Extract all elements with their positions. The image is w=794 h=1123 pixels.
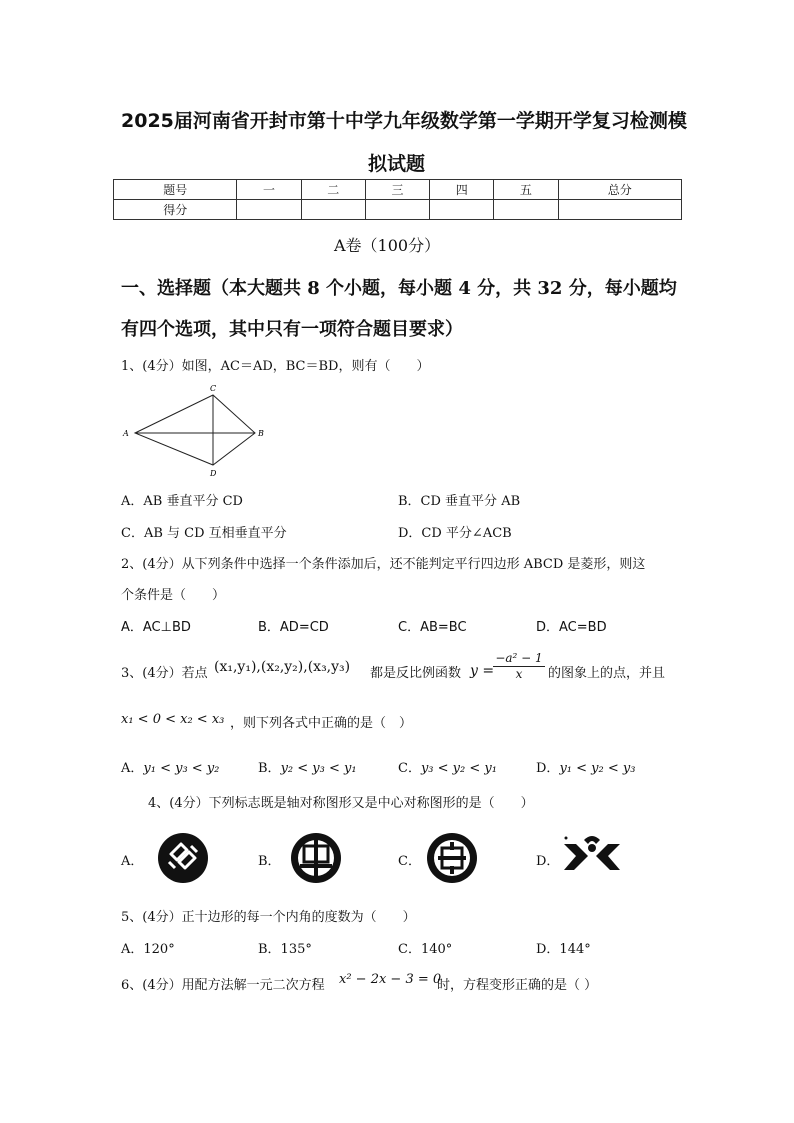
title-line-2: 拟试题 (368, 153, 426, 175)
volume-heading: A卷（100分） (334, 236, 441, 255)
section-1-heading-line-2: 有四个选项，其中只有一项符合题目要求） (121, 319, 463, 340)
score-table-cell: 三 (365, 180, 429, 200)
option-math: y₂ < y₃ < y₁ (280, 761, 357, 776)
question-1-option-c: C．AB 与 CD 互相垂直平分 (121, 526, 287, 541)
score-input-cell[interactable] (365, 200, 429, 220)
option-letter: D． (536, 761, 560, 776)
question-2-stem-line-2: 个条件是（ ） (121, 588, 226, 603)
score-table-cell: 题号 (114, 180, 237, 200)
fraction-numerator: −a² − 1 (495, 651, 543, 665)
question-4-option-b-label: B． (258, 854, 281, 869)
question-1-stem: 1、(4分）如图，AC＝AD，BC＝BD，则有（ ） (121, 359, 430, 374)
question-5-option-a: A．120° (121, 942, 175, 957)
option-math: y₁ < y₂ < y₃ (559, 761, 636, 776)
question-3-option-a (121, 757, 219, 776)
question-2-option-b: B．AD=CD (258, 620, 329, 635)
question-5-option-d: D．144° (536, 942, 591, 957)
question-1-option-d: D．CD 平分∠ACB (398, 526, 512, 541)
question-4-option-d-label: D． (536, 854, 560, 869)
question-5-option-c: C．140° (398, 942, 453, 957)
question-3-option-b (258, 757, 357, 776)
option-letter: C． (398, 761, 421, 776)
label-a: A (123, 429, 129, 438)
question-2-option-d: D．AC=BD (536, 620, 607, 635)
score-table (113, 179, 682, 220)
question-2-option-c: C．AB=BC (398, 620, 467, 635)
question-3-condition-suffix: ，则下列各式中正确的是（ ） (230, 716, 413, 731)
icbc-logo-icon (426, 832, 478, 884)
question-2-option-a: A．AC⊥BD (121, 620, 191, 635)
question-3-mid: 都是反比例函数 (370, 666, 462, 681)
option-math: y₃ < y₂ < y₁ (420, 761, 497, 776)
title-line-1: 2025届河南省开封市第十中学九年级数学第一学期开学复习检测模 (121, 110, 687, 132)
question-3-option-c (398, 757, 497, 776)
score-input-cell[interactable] (430, 200, 494, 220)
label-b: B (258, 429, 264, 438)
question-1-option-a: A．AB 垂直平分 CD (121, 494, 243, 509)
option-letter: B． (258, 761, 281, 776)
score-input-cell[interactable] (237, 200, 301, 220)
question-3-fraction (493, 651, 545, 681)
question-3-func-lhs: y = (470, 663, 495, 679)
question-4-option-a-label: A． (121, 854, 144, 869)
label-c: C (210, 384, 217, 393)
question-6-suffix: 时，方程变形正确的是（ ） (437, 978, 598, 993)
question-6-equation: x² − 2x − 3 = 0 (339, 972, 442, 987)
option-letter: A． (121, 761, 144, 776)
score-row-label: 得分 (114, 200, 237, 220)
question-4-stem: 4、(4分）下列标志既是轴对称图形又是中心对称图形的是（ ） (148, 796, 534, 811)
question-4-option-c-label: C． (398, 854, 421, 869)
question-3-condition: x₁ < 0 < x₂ < x₃ (121, 712, 225, 727)
question-2-stem-line-1: 2、(4分）从下列条件中选择一个条件添加后，还不能判定平行四边形 ABCD 是菱形，则这 (121, 557, 646, 572)
section-1-heading-line-1: 一、选择题（本大题共 8 个小题，每小题 4 分，共 32 分，每小题均 (121, 278, 677, 299)
score-table-cell: 五 (494, 180, 558, 200)
question-3-suffix: 的图象上的点，并且 (548, 666, 666, 681)
score-table-score-row (114, 200, 682, 220)
score-table-header-row (114, 180, 682, 200)
option-math: y₁ < y₃ < y₂ (143, 761, 220, 776)
fraction-denominator: x (515, 667, 523, 681)
question-6-prefix: 6、(4分）用配方法解一元二次方程 (121, 978, 325, 993)
agricultural-bank-logo-icon (290, 832, 342, 884)
score-input-cell[interactable] (558, 200, 681, 220)
score-input-cell[interactable] (301, 200, 365, 220)
question-1-option-b: B．CD 垂直平分 AB (398, 494, 521, 509)
score-table-cell: 二 (301, 180, 365, 200)
score-input-cell[interactable] (494, 200, 558, 220)
question-3-points: (x₁,y₁),(x₂,y₂),(x₃,y₃) (214, 659, 351, 675)
rural-credit-logo-icon (560, 830, 624, 882)
question-1-kite-figure (118, 382, 268, 477)
question-3-option-d (536, 757, 635, 776)
question-3-prefix: 3、(4分）若点 (121, 666, 208, 681)
label-d: D (210, 469, 217, 477)
score-table-cell: 一 (237, 180, 301, 200)
question-5-stem: 5、(4分）正十边形的每一个内角的度数为（ ） (121, 910, 416, 925)
china-mobile-logo-icon (157, 832, 209, 884)
question-5-option-b: B．135° (258, 942, 312, 957)
kite-outline (135, 395, 255, 465)
score-table-cell: 四 (430, 180, 494, 200)
score-table-cell: 总分 (558, 180, 681, 200)
